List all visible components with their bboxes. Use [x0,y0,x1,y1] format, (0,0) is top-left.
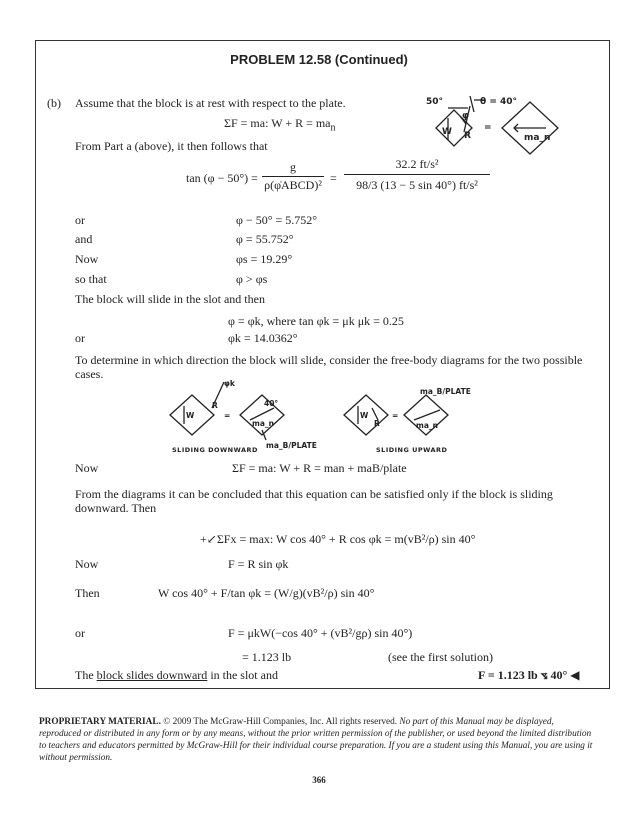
down-reaction-label: R [212,401,218,410]
fbd-sliding-downward [162,380,342,455]
bottom-rule [35,688,610,689]
and-label: and [75,232,93,246]
page-number: 366 [312,775,326,785]
reaction-label: R [464,131,471,141]
determine-text: To determine in which direction the block will slide, consider the free-body diagrams for the two possible cases. [75,353,583,381]
frac1-line [262,176,324,177]
caption-sliding-downward: SLIDING DOWNWARD [172,446,258,454]
or-label-2: or [75,331,85,345]
eq-now-2: ΣF = ma: W + R = man + maB/plate [232,461,407,475]
down-equals-sign: = [224,411,231,420]
frac2-num: 32.2 ft/s² [395,157,439,171]
eq-sum-fx: +↙ΣFx = max: W cos 40° + R cos φk = m(vB²/ρ) sin 40° [200,532,476,546]
or-label-3: or [75,626,85,640]
up-equals-sign: = [392,411,399,420]
eq-then: W cos 40° + F/tan φk = (W/g)(vB²/ρ) sin 40° [158,586,375,600]
equals-sign: = [484,123,492,133]
now-label-2: Now [75,461,99,475]
angle-label-50: 50° [426,97,444,107]
conclude-text: From the diagrams it can be concluded that this equation can be satisfied only if the block is sliding downward. Then [75,487,553,515]
caption-sliding-upward: SLIDING UPWARD [376,446,448,454]
eq-now-1: φs = 19.29° [236,252,293,266]
now-label-3: Now [75,557,99,571]
eq-or-1: φ − 50° = 5.752° [236,213,318,227]
frac2-den: 98/3 (13 − 5 sin 40°) ft/s² [356,178,478,192]
phi-label: φ [462,111,470,121]
up-man-label: ma_n [416,421,438,430]
page-title: PROBLEM 12.58 (Continued) [230,52,408,67]
block-slide-text: The block will slide in the slot and then [75,292,265,306]
eq-or-2: φk = 14.0362° [228,331,298,345]
now-label-1: Now [75,252,99,266]
theta-label: θ = 40° [480,97,518,107]
from-part-text: From Part a (above), it then follows that [75,139,268,153]
weight-label: W [442,127,452,137]
eq-so-that: φ > φs [236,272,268,286]
frac1-num: g [290,160,296,174]
see-first-text: (see the first solution) [388,650,493,664]
down-man-label: ma_n [252,419,274,428]
top-fbd-sketch [418,88,598,198]
phik-label: φk [224,379,235,388]
final-sentence: The block slides downward in the slot and [75,668,278,682]
eq-now-3: F = R sin φk [228,557,289,571]
eq-result: = 1.123 lb [242,650,292,664]
copyright-footer: PROPRIETARY MATERIAL. © 2009 The McGraw-Hill Companies, Inc. All rights reserved. No part of this Manual may be displayed, reproduced or distributed in any form or by any means, without the prior written permission of the publisher, or used beyond the limited distribution to teachers and educators permitted by McGraw-Hill for their individual course preparation. If you are a student using this Manual, you are using it without permission. [39,717,593,763]
up-mab-label: ma_B/PLATE [420,387,471,396]
sum-force-equation: ΣF = ma: $W + R = ma_n$ [224,116,336,134]
down-angle-label: 40° [264,399,279,408]
assume-text: Assume that the block is at rest with respect to the plate. [75,96,346,110]
down-mab-label: ma_B/PLATE [266,441,317,450]
eq-mid: = [330,171,337,185]
fbd-sliding-upward [336,380,486,455]
then-label: Then [75,586,100,600]
or-label-1: or [75,213,85,227]
up-reaction-label: R [374,419,380,428]
eq-or-3: F = μkW(−cos 40° + (vB²/gρ) sin 40°) [228,626,413,640]
tan-lhs: tan (φ − 50°) = [186,171,258,185]
part-label: (b) [47,96,61,110]
eq-and: φ = 55.752° [236,232,294,246]
frac1-den: ρ(φ̇ABCD)² [264,178,322,192]
eq-phik: φ = φk, where tan φk = μk μk = 0.25 [228,314,404,328]
up-weight-label: W [360,411,369,420]
down-weight-label: W [186,411,195,420]
so-that-label: so that [75,272,107,286]
man-label: ma_n [524,133,551,143]
final-answer: F = 1.123 lb ⦪ 40° ◀ [478,668,580,682]
